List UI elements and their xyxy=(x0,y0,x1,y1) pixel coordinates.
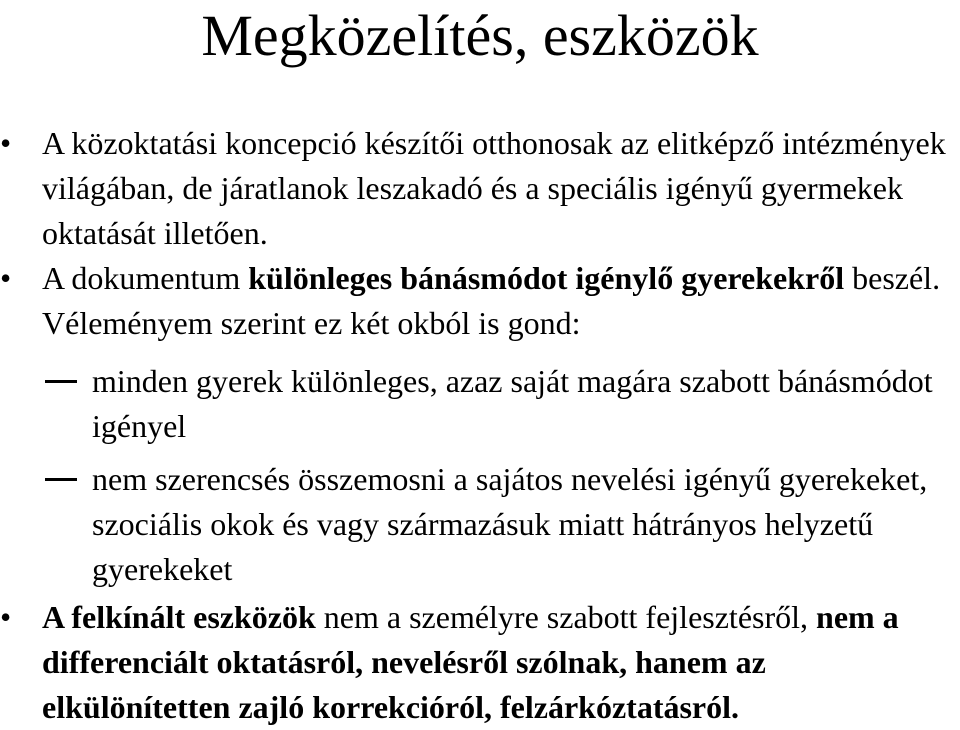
bullet-marker: • xyxy=(0,599,12,635)
bullet-2-text xyxy=(42,256,947,346)
bullet-marker: • xyxy=(0,260,12,296)
dash-marker xyxy=(45,380,77,383)
bullet-3-text xyxy=(42,595,947,730)
bullet-2-bold: különleges bánásmódot igénylő gyerekekről xyxy=(248,260,845,296)
subitem-2-text: nem szerencsés összemosni a sajátos nevelési igényű gyerekeket, szociális okok és vagy származásuk miatt hátrányos helyzetű gyerekeket xyxy=(92,461,928,587)
slide-title: Megközelítés, eszközök xyxy=(201,3,759,68)
subitem-1-text: minden gyerek különleges, azaz saját magára szabott bánásmódot igényel xyxy=(92,363,933,444)
bullet-1-text: A közoktatási koncepció készítői otthonosak az elitképző intézmények világában, de járatlanok leszakadó és a speciális igényű gyermekek oktatását illetően. xyxy=(42,125,946,251)
bullet-3-bold-b: nem a differenciált oktatásról, nevelésről szólnak, hanem az elkülönítetten zajló korrekcióról, felzárkóztatásról. xyxy=(42,599,899,725)
bullet-3-bold-a: A felkínált eszközök xyxy=(42,599,316,635)
dash-marker xyxy=(45,478,77,481)
bullet-marker: • xyxy=(0,125,12,161)
bullet-3-text-a: nem a személyre szabott fejlesztésről, xyxy=(315,599,817,635)
bullet-2-text-b: beszél. Véleményem szerint ez két okból is gond: xyxy=(42,260,941,341)
bullet-2-text-a: A dokumentum xyxy=(42,260,249,296)
